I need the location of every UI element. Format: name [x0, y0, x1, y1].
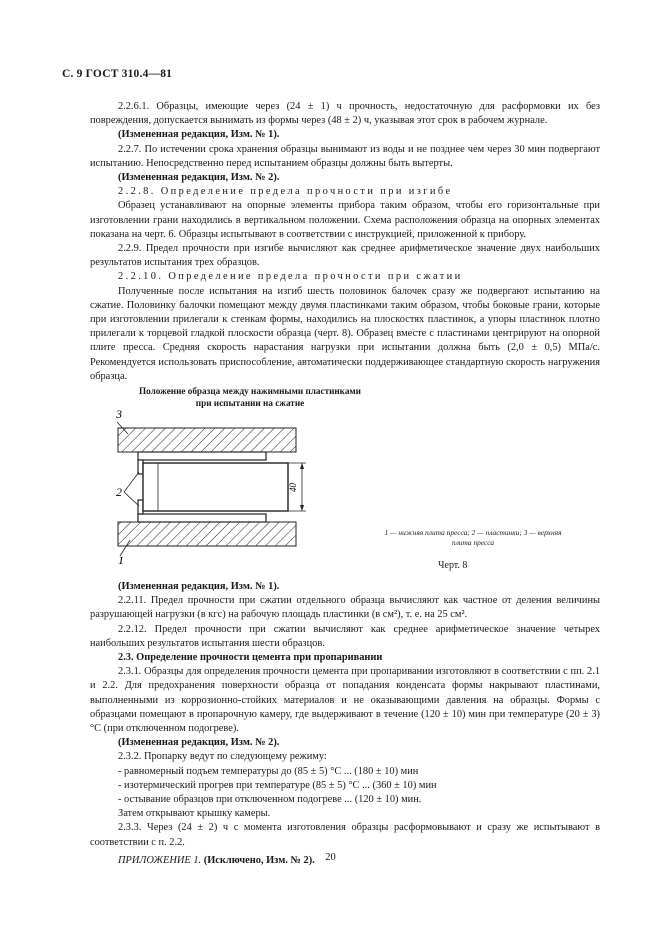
top-paragraph: 2.2.6.1. Образцы, имеющие через (24 ± 1) ч прочность, недостаточную для расформовки их без повреждения, допускается вынимать из формы через (48 ± 2) ч, указывая этот срок в рабочем журнале. — [90, 101, 600, 127]
legend-line2: плита пресса — [451, 538, 495, 547]
legend-line1: 1 — нижняя плита пресса; 2 — пластинки; 3 — верхняя — [384, 528, 562, 537]
bottom-paragraph: - равномерный подъем температуры до (85 ± 5) °С ... (180 ± 10) мин — [118, 765, 419, 777]
figure-chert-8 — [90, 382, 600, 582]
figure-legend — [348, 528, 598, 548]
top-paragraph: (Измененная редакция, Изм. № 2). — [118, 172, 280, 184]
bottom-paragraph: - изотермический прогрев при температуре (85 ± 5) °С ... (360 ± 10) мин — [118, 779, 437, 791]
bottom-paragraph: (Измененная редакция, Изм. № 2). — [118, 737, 280, 749]
top-paragraph: 2.2.9. Предел прочности при изгибе вычисляют как среднее арифметическое значение двух наибольших результатов испытания трех образцов. — [90, 243, 600, 269]
label-3: 3 — [116, 407, 122, 421]
dimension-label: 40 — [288, 483, 298, 492]
body-text-bottom — [90, 580, 600, 868]
top-paragraph: 2.2.8. Определение предела прочности при изгибе — [118, 186, 453, 198]
figure-title-line1: Положение образца между нажимными пластинками — [139, 386, 361, 396]
bottom-paragraph: 2.2.12. Предел прочности при сжатии вычисляют как среднее арифметическое значение четырех наибольших результатов испытания шести образцов. — [90, 623, 600, 649]
bottom-paragraph: 2.3.3. Через (24 ± 2) ч с момента изготовления образцы расформовывают и сразу же испытывают в соответствии с п. 2.2. — [90, 822, 600, 848]
bottom-paragraph: (Измененная редакция, Изм. № 1). — [118, 581, 280, 592]
bottom-paragraph: - остывание образцов при отключенном подогреве ... (120 ± 10) мин. — [118, 794, 422, 806]
appendix-text: (Исключено, Изм. № 2). — [203, 854, 315, 866]
figure-caption: Черт. 8 — [438, 560, 468, 571]
bottom-paragraph: 2.3.2. Пропарку ведут по следующему режиму: — [118, 751, 327, 763]
page-header: С. 9 ГОСТ 310.4—81 — [62, 68, 173, 80]
top-paragraph: (Измененная редакция, Изм. № 1). — [118, 129, 280, 141]
appendix-label: ПРИЛОЖЕНИЕ 1. — [118, 854, 202, 866]
top-paragraph: 2.2.7. По истечении срока хранения образцы вынимают из воды и не позднее чем через 30 мин подвергают испытанию. Непосредственно перед испытанием образцы должны быть вытерты. — [90, 143, 600, 169]
upper-plastinka — [138, 452, 266, 460]
bottom-paragraph: 2.3. Определение прочности цемента при пропаривании — [118, 652, 383, 664]
label-2: 2 — [116, 485, 122, 499]
compression-test-drawing — [108, 406, 338, 576]
label-1: 1 — [118, 553, 124, 567]
lower-plastinka — [138, 514, 266, 522]
bottom-paragraph: 2.3.1. Образцы для определения прочности цемента при пропаривании изготовляют в соответствии с пп. 2.1 и 2.2. Для предохранения поверхности образца от попадания конденсата формы накрывают пластинами, выполненными из коррозионно-стойких материалов и не оказывающими давления на образцы. Формы с образцами помещают в пропарочную камеру, где выдерживают в течение (120 ± 10) мин при температуре (20 ± 3) °С (при отключенном подогреве). — [90, 666, 600, 735]
page-number: 20 — [325, 852, 336, 863]
upper-press-plate — [118, 428, 296, 452]
top-paragraph: 2.2.10. Определение предела прочности при сжатии — [118, 271, 463, 283]
specimen — [143, 463, 288, 511]
top-paragraph: Полученные после испытания на изгиб шесть половинок балочек сразу же подвергают испытанию на сжатие. Половинку балочки помещают между двумя пластинками таким образом, чтобы боковые грани, которые при изготовлении прилегали к стенкам формы, находились на плоскостях пластинок, а упоры пластинок плотно прилегали к торцевой гладкой плоскости образца (черт. 8). Образец вместе с пластинами центрируют на опорной плите пресса. Средняя скорость нарастания нагрузки при испытании должна быть (2,0 ± 0,5) МПа/с. Рекомендуется использовать приспособление, автоматически поддерживающее стандартную скорость нагружения образца. — [90, 285, 600, 382]
top-paragraph: Образец устанавливают на опорные элементы прибора таким образом, чтобы его горизонтальные при изготовлении грани находились в вертикальном положении. Схема расположения образца на опорных элементах показана на черт. 6. Образцы испытывают в соответствии с инструкцией, приложенной к прибору. — [90, 200, 600, 240]
body-text-top — [90, 100, 600, 384]
bottom-paragraph: 2.2.11. Предел прочности при сжатии отдельного образца вычисляют как частное от деления величины разрушающей нагрузки (в кгс) на рабочую площадь пластинки (в см²), т. е. на 25 см². — [90, 595, 600, 621]
lower-stop — [138, 500, 143, 514]
lower-press-plate — [118, 522, 296, 546]
figure-title-line2: при испытании на сжатие — [195, 398, 305, 408]
bottom-paragraph: Затем открывают крышку камеры. — [118, 808, 271, 820]
